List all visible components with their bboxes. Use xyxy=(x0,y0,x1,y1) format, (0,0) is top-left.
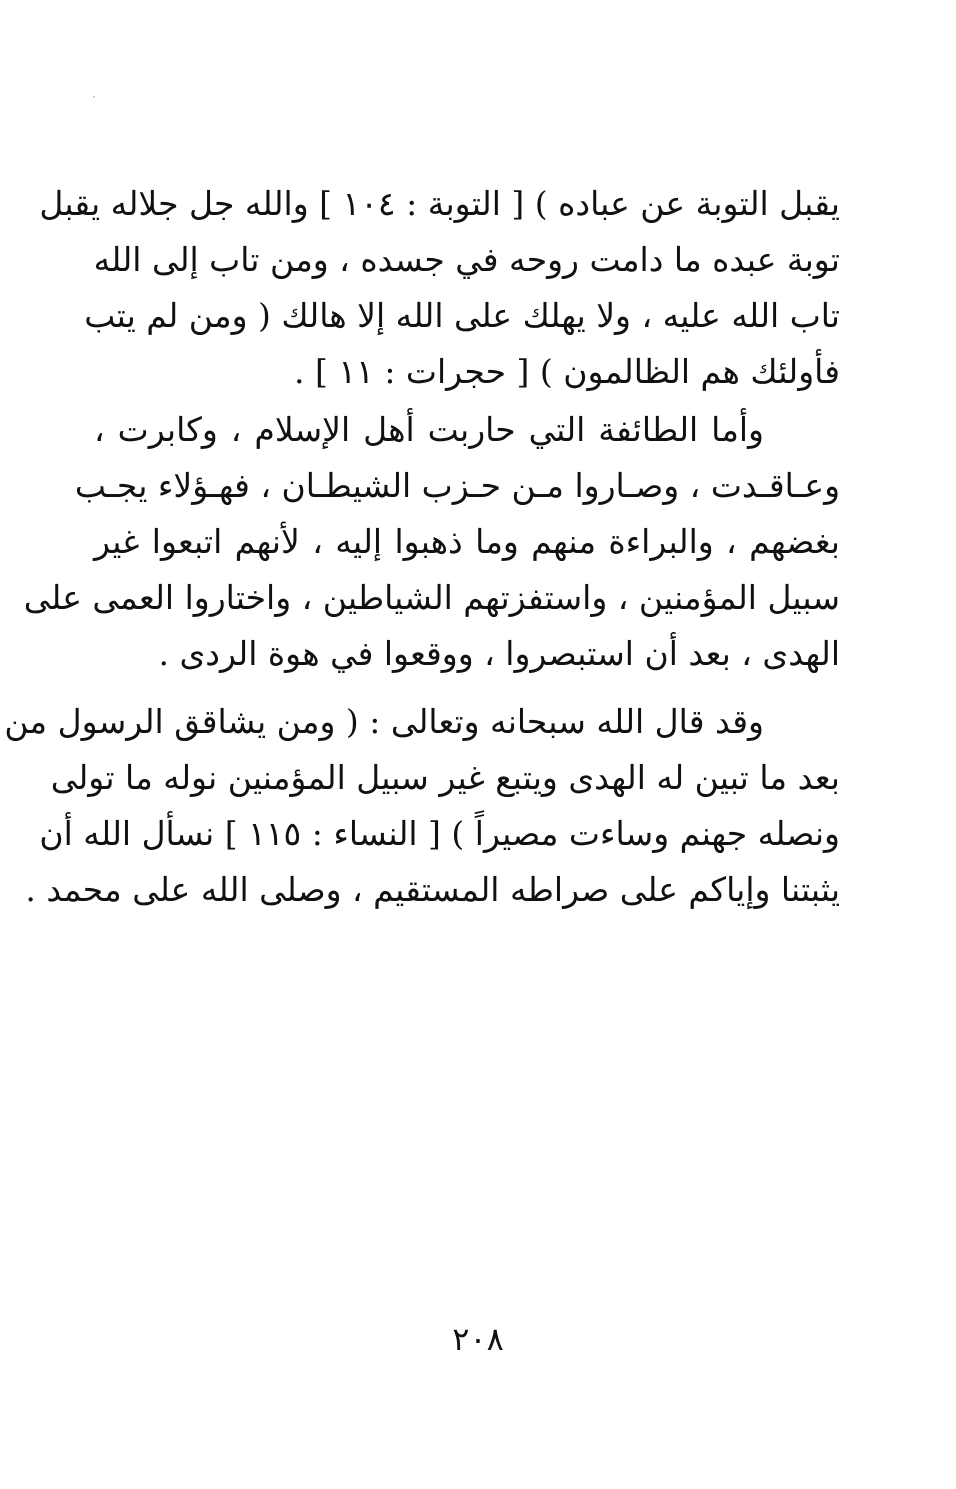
text-line: ونصله جهنم وساءت مصيراً ) [ النساء : ١١٥ ] نسأل الله أن xyxy=(39,814,840,853)
text-line: توبة عبده ما دامت روحه في جسده ، ومن تاب إلى الله xyxy=(93,240,840,279)
scan-speck xyxy=(93,96,95,98)
page-body-text xyxy=(4,176,840,918)
text-line: يثبتنا وإياكم على صراطه المستقيم ، وصلى الله على محمد . xyxy=(25,870,840,909)
text-line: يقبل التوبة عن عباده ) [ التوبة : ١٠٤ ] والله جل جلاله يقبل xyxy=(39,184,840,223)
text-line: تاب الله عليه ، ولا يهلك على الله إلا هالك ( ومن لم يتب xyxy=(84,296,840,335)
paragraph-2 xyxy=(23,402,840,682)
paragraph-3 xyxy=(4,694,840,918)
text-line: وقد قال الله سبحانه وتعالى : ( ومن يشاقق الرسول من xyxy=(4,702,764,741)
text-line: بغضهم ، والبراءة منهم وما ذهبوا إليه ، لأنهم اتبعوا غير xyxy=(94,522,840,561)
text-line: الهدى ، بعد أن استبصروا ، ووقعوا في هوة الردى . xyxy=(158,634,840,673)
text-line: وأما الطائفة التي حاربت أهل الإسلام ، وكابرت ، xyxy=(94,410,764,449)
page-number: ٢٠٨ xyxy=(452,1320,504,1358)
text-line: سبيل المؤمنين ، واستفزتهم الشياطين ، واختاروا العمى على xyxy=(23,578,840,617)
text-line: بعد ما تبين له الهدى ويتبع غير سبيل المؤمنين نوله ما تولى xyxy=(50,758,840,797)
text-line: وعـاقـدت ، وصـاروا مـن حـزب الشيطـان ، فهـؤلاء يجـب xyxy=(74,466,840,505)
text-line: فأولئك هم الظالمون ) [ حجرات : ١١ ] . xyxy=(294,352,840,391)
paragraph-1 xyxy=(39,176,840,400)
